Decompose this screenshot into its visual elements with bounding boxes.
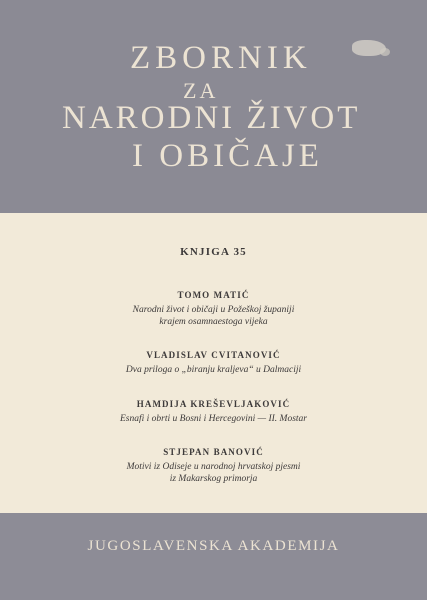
contents-entry [0, 399, 427, 425]
entry-work-line-1: Dva priloga o „biranju kraljeva“ u Dalmaciji [125, 365, 302, 375]
entry-work-line-1: Esnafi i obrti u Bosni i Hercegovini — II. Mostar [120, 414, 307, 424]
entry-author: STJEPAN BANOVIĆ [163, 447, 264, 457]
cover-bottom-panel [0, 513, 427, 600]
contents-entry [0, 447, 427, 485]
contents-panel [0, 213, 427, 513]
title-line-2: ZA [183, 78, 219, 103]
cover-top-panel [0, 0, 427, 213]
contents-entry [0, 290, 427, 328]
entry-work-line-2: iz Makarskog primorja [169, 474, 258, 484]
title-line-3: NARODNI ŽIVOT [62, 100, 361, 136]
cover-stain-small [380, 48, 390, 56]
title-line-4: I OBIČAJE [132, 138, 323, 174]
publisher-name: JUGOSLAVENSKA AKADEMIJA [87, 538, 340, 554]
entry-work-line-1: Narodni život i običaji u Požeškoj županiji [132, 305, 295, 315]
contents-entry [0, 350, 427, 376]
entry-work-line-1: Motivi iz Odiseje u narodnoj hrvatskoj pjesmi [126, 462, 301, 472]
entry-author: TOMO MATIĆ [177, 290, 250, 300]
entry-work-line-2: krajem osamnaestoga vijeka [159, 317, 268, 327]
title-line-1: ZBORNIK [130, 40, 312, 76]
entry-author: VLADISLAV CVITANOVIĆ [146, 350, 281, 360]
volume-label: KNJIGA 35 [180, 246, 247, 258]
entry-author: HAMDIJA KREŠEVLJAKOVIĆ [136, 399, 291, 409]
